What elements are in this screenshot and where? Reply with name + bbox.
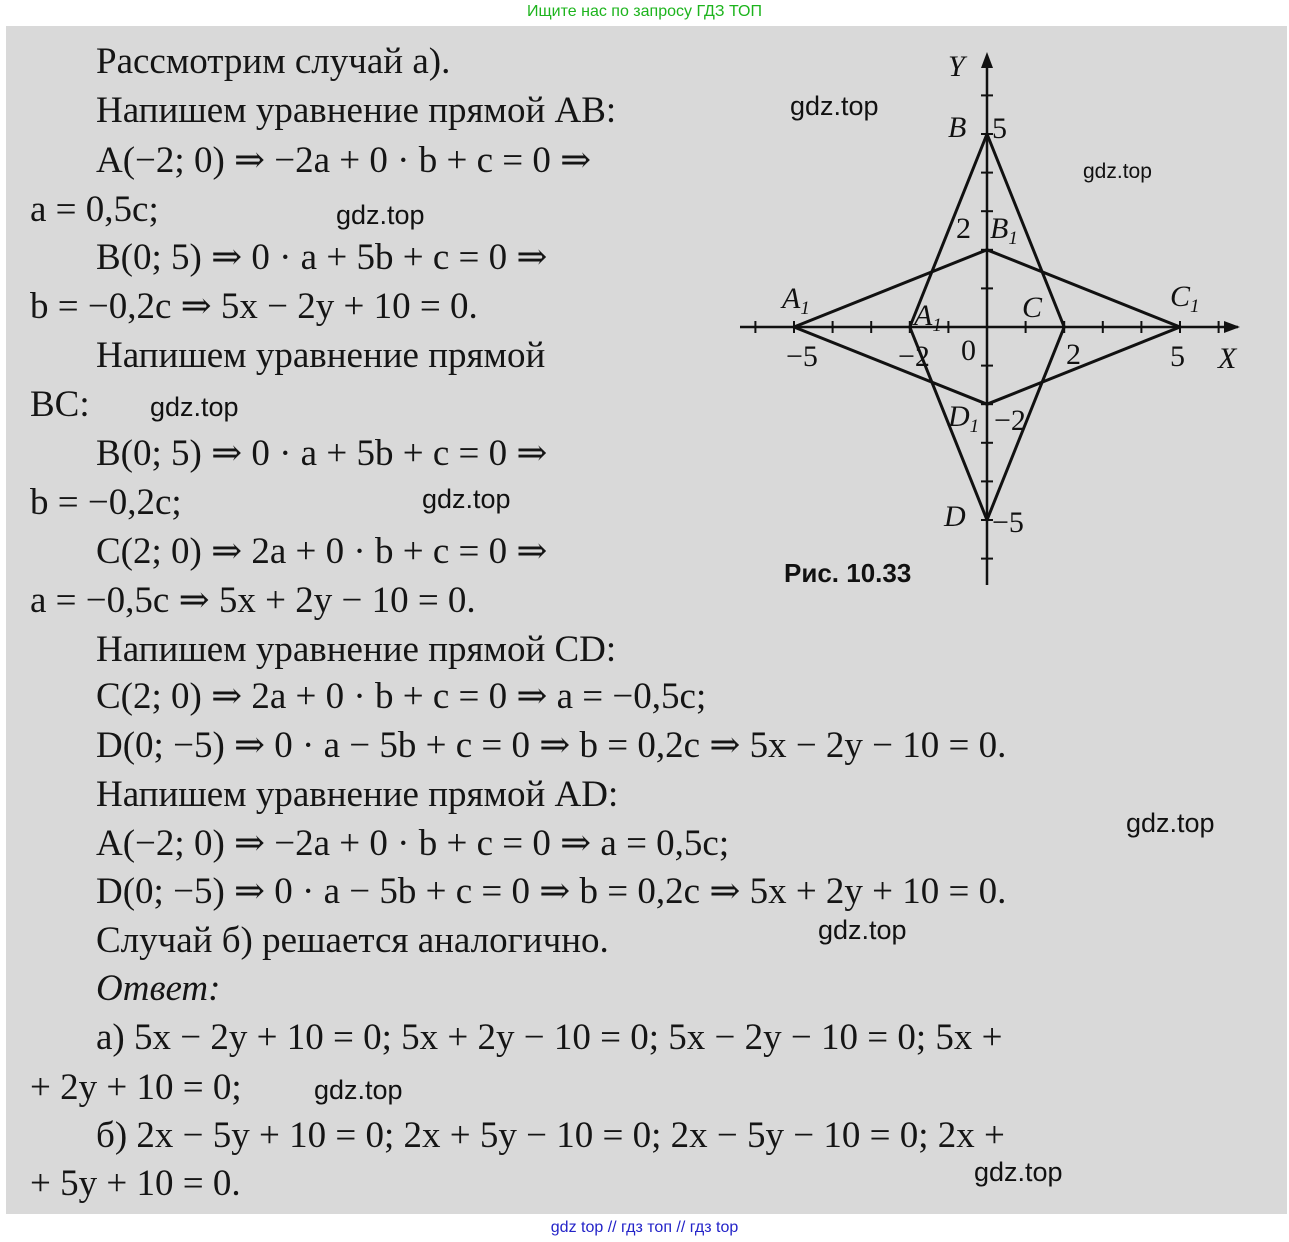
text-line-15: D(0; −5) ⇒ 0 · a − 5b + c = 0 ⇒ b = 0,2c ⇒ 5x − 2y − 10 = 0. bbox=[96, 725, 1007, 766]
tick-label-x-5: 5 bbox=[1170, 340, 1185, 373]
tick-label-y-5: 5 bbox=[992, 112, 1007, 145]
text-line-24: + 5y + 10 = 0. bbox=[30, 1163, 241, 1204]
tick-label-y-2: 2 bbox=[956, 212, 971, 245]
text-line-7: Напишем уравнение прямой bbox=[96, 335, 546, 376]
watermark: gdz.top bbox=[1083, 160, 1152, 183]
text-line-18: D(0; −5) ⇒ 0 · a − 5b + c = 0 ⇒ b = 0,2c ⇒ 5x + 2y + 10 = 0. bbox=[96, 871, 1007, 912]
answer-heading: Ответ: bbox=[96, 968, 221, 1009]
tick-label-y-neg5: −5 bbox=[992, 506, 1024, 539]
text-line-8: BC: bbox=[30, 384, 90, 425]
text-line-21: а) 5x − 2y + 10 = 0; 5x + 2y − 10 = 0; 5x − 2y − 10 = 0; 5x + bbox=[96, 1017, 1003, 1058]
watermark: gdz.top bbox=[1126, 808, 1215, 838]
text-line-13: Напишем уравнение прямой CD: bbox=[96, 629, 617, 670]
text-line-11: C(2; 0) ⇒ 2a + 0 · b + c = 0 ⇒ bbox=[96, 531, 548, 572]
y-axis-arrow-icon bbox=[981, 52, 993, 68]
point-label-D1: $D_1$ bbox=[948, 400, 980, 437]
text-line-22: + 2y + 10 = 0; bbox=[30, 1067, 242, 1108]
watermark: gdz.top bbox=[790, 91, 879, 121]
point-label-C: C bbox=[1022, 291, 1043, 324]
text-line-10: b = −0,2c; bbox=[30, 482, 182, 523]
point-label-B: B bbox=[948, 111, 967, 144]
text-line-19: Случай б) решается аналогично. bbox=[96, 920, 609, 961]
text-line-4: a = 0,5c; bbox=[30, 189, 159, 230]
text-line-14: C(2; 0) ⇒ 2a + 0 · b + c = 0 ⇒ a = −0,5c; bbox=[96, 676, 707, 717]
point-label-C1: $C_1$ bbox=[1170, 280, 1200, 317]
text-line-6: b = −0,2c ⇒ 5x − 2y + 10 = 0. bbox=[30, 286, 478, 327]
text-line-16: Напишем уравнение прямой AD: bbox=[96, 774, 619, 815]
tick-label-x-neg2: −2 bbox=[898, 340, 930, 373]
tick-label-y-neg2: −2 bbox=[994, 404, 1026, 437]
text-line-2: Напишем уравнение прямой AB: bbox=[96, 90, 617, 131]
watermark: gdz.top bbox=[818, 915, 907, 945]
watermark: gdz.top bbox=[314, 1075, 403, 1105]
point-label-D: D bbox=[944, 500, 966, 533]
point-label-A1: $A_1$ bbox=[782, 282, 810, 319]
x-axis-label: X bbox=[1218, 342, 1237, 375]
text-line-5: B(0; 5) ⇒ 0 · a + 5b + c = 0 ⇒ bbox=[96, 237, 548, 278]
tick-label-x-2: 2 bbox=[1066, 338, 1081, 371]
point-label-B1: $B_1$ bbox=[990, 212, 1018, 249]
x-axis-arrow-icon bbox=[1224, 321, 1240, 333]
text-line-17: A(−2; 0) ⇒ −2a + 0 · b + c = 0 ⇒ a = 0,5c; bbox=[96, 823, 730, 864]
watermark: gdz.top bbox=[336, 200, 425, 230]
watermark: gdz.top bbox=[422, 484, 511, 514]
coordinate-figure bbox=[730, 40, 1250, 590]
bottom-banner[interactable]: gdz top // гдз топ // гдз top bbox=[550, 1219, 739, 1236]
text-line-1: Рассмотрим случай а). bbox=[96, 41, 451, 82]
origin-label: 0 bbox=[961, 334, 976, 367]
text-line-3: A(−2; 0) ⇒ −2a + 0 · b + c = 0 ⇒ bbox=[96, 140, 592, 181]
point-label-A: $A_1$ bbox=[914, 299, 942, 336]
y-axis-label: Y bbox=[948, 50, 965, 83]
watermark: gdz.top bbox=[150, 392, 239, 422]
figure-caption: Рис. 10.33 bbox=[784, 558, 912, 588]
watermark: gdz.top bbox=[974, 1157, 1063, 1187]
text-line-12: a = −0,5c ⇒ 5x + 2y − 10 = 0. bbox=[30, 580, 476, 621]
top-banner[interactable]: Ищите нас по запросу ГДЗ ТОП bbox=[527, 3, 762, 20]
text-line-9: B(0; 5) ⇒ 0 · a + 5b + c = 0 ⇒ bbox=[96, 433, 548, 474]
text-line-23: б) 2x − 5y + 10 = 0; 2x + 5y − 10 = 0; 2x − 5y − 10 = 0; 2x + bbox=[96, 1115, 1005, 1156]
tick-label-x-neg5: −5 bbox=[786, 340, 818, 373]
